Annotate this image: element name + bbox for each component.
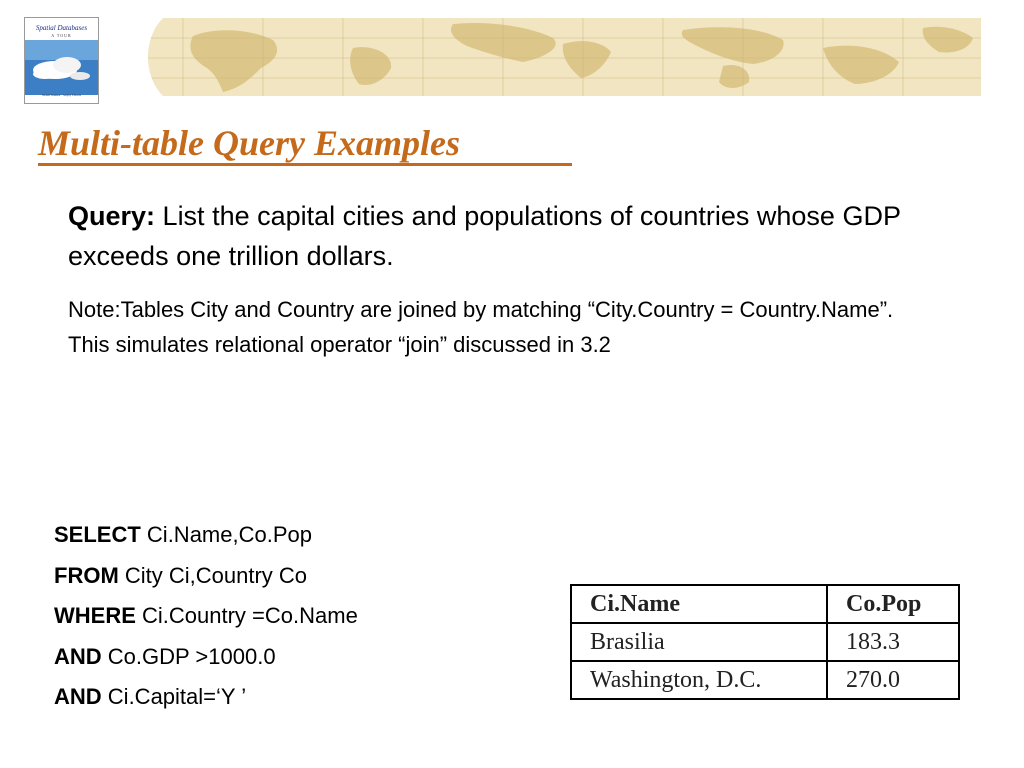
table-cell: Brasilia <box>571 623 827 661</box>
sql-keyword: SELECT <box>54 522 141 547</box>
world-map-graphic <box>123 18 981 96</box>
table-row <box>571 623 959 661</box>
slide-title: Multi-table Query Examples <box>38 123 460 163</box>
sql-line <box>54 515 524 556</box>
sql-keyword: AND <box>54 643 102 669</box>
table-header-row <box>571 585 959 623</box>
query-description <box>68 196 948 276</box>
sql-clause: Ci.Country =Co.Name <box>142 603 358 628</box>
title-underline <box>38 163 572 166</box>
cover-subtitle: A TOUR <box>51 33 72 38</box>
table-row <box>571 661 959 699</box>
sql-line <box>54 596 524 637</box>
column-header: Ci.Name <box>571 585 827 623</box>
sql-clause: Co.GDP >1000.0 <box>107 643 276 669</box>
column-header: Co.Pop <box>827 585 959 623</box>
table-cell: 183.3 <box>827 623 959 661</box>
cover-title: Spatial Databases <box>35 24 88 32</box>
sql-keyword: WHERE <box>54 603 136 628</box>
query-text: List the capital cities and populations of countries whose GDP exceeds one trillion dollars. <box>68 201 901 271</box>
sql-line <box>54 677 524 718</box>
sql-line <box>54 556 524 597</box>
sql-clause: Ci.Name,Co.Pop <box>146 522 312 547</box>
table-cell: 270.0 <box>827 661 959 699</box>
book-cover-image <box>24 17 99 104</box>
cover-authors: Shashi Shekhar · Sanjay Chawla <box>41 93 82 97</box>
result-table <box>570 584 960 700</box>
query-label: Query: <box>68 201 156 231</box>
sql-query-block <box>54 515 524 718</box>
world-map-banner <box>123 18 981 96</box>
sql-clause: Ci.Capital=‘Y ’ <box>107 684 247 709</box>
sql-clause: City Ci,Country Co <box>124 562 308 588</box>
sql-keyword: FROM <box>54 562 119 588</box>
sql-line <box>54 637 524 678</box>
table-cell: Washington, D.C. <box>571 661 827 699</box>
sql-keyword: AND <box>54 684 102 709</box>
note-text: Note:Tables City and Country are joined by matching “City.Country = Country.Name”. This simulates relational operator “join” discussed in 3.2 <box>68 297 894 357</box>
